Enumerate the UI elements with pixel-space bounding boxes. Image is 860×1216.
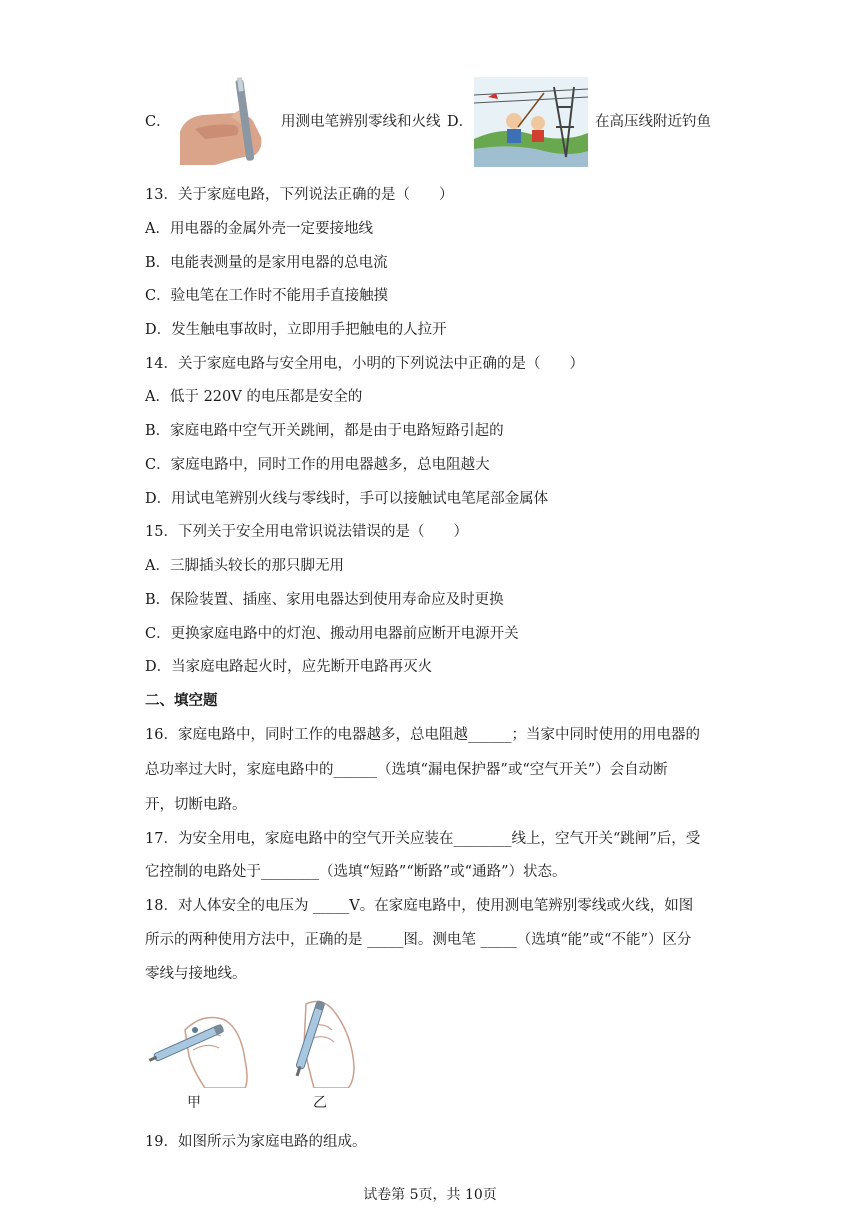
question-16-line-3: 开，切断电路。 <box>145 797 247 813</box>
question-18-line-1: 18．对人体安全的电压为 _____V。在家庭电路中，使用测电笔辨别零线或火线，如图 <box>145 898 694 914</box>
fishing-near-power-line-image <box>474 77 588 167</box>
question-15-option-c: C．更换家庭电路中的灯泡、搬动用电器前应断开电源开关 <box>145 626 519 642</box>
question-13-option-c: C．验电笔在工作时不能用手直接触摸 <box>145 288 389 304</box>
section-heading-fill-in: 二、填空题 <box>145 693 218 709</box>
page-footer: 试卷第 5页，共 10页 <box>363 1187 497 1203</box>
question-14-option-a: A．低于 220V 的电压都是安全的 <box>145 389 363 405</box>
option-c-label: C． <box>145 114 171 130</box>
question-17-line-1: 17．为安全用电，家庭电路中的空气开关应装在________线上，空气开关“跳闸”后，受 <box>145 831 701 847</box>
question-16-line-1: 16．家庭电路中，同时工作的电器越多，总电阻越______；当家中同时使用的用电器的 <box>145 727 700 743</box>
test-pen-grip-yi-image <box>280 996 358 1088</box>
figure-caption-jia: 甲 <box>187 1095 201 1111</box>
question-17-line-2: 它控制的电路处于________（选填“短路”“断路”或“通路”）状态。 <box>145 864 567 880</box>
question-14-option-b: B．家庭电路中空气开关跳闸，都是由于电路短路引起的 <box>145 423 504 439</box>
option-d-text: 在高压线附近钓鱼 <box>595 114 711 130</box>
test-pen-grip-jia-image <box>145 1000 253 1088</box>
figure-caption-yi: 乙 <box>313 1095 327 1111</box>
question-18-line-2: 所示的两种使用方法中，正确的是 _____图。测电笔 _____（选填“能”或“不能”）区分 <box>145 932 692 948</box>
question-14-option-d: D．用试电笔辨别火线与零线时，手可以接触试电笔尾部金属体 <box>145 491 549 507</box>
question-14-stem: 14．关于家庭电路与安全用电，小明的下列说法中正确的是（ ） <box>145 356 584 372</box>
question-14-option-c: C．家庭电路中，同时工作的用电器越多，总电阻越大 <box>145 457 490 473</box>
question-19-line-1: 19．如图所示为家庭电路的组成。 <box>145 1134 367 1150</box>
question-13-stem: 13．关于家庭电路，下列说法正确的是（ ） <box>145 187 454 203</box>
question-16-line-2: 总功率过大时，家庭电路中的______（选填“漏电保护器”或“空气开关”）会自动断 <box>145 762 668 778</box>
question-13-option-b: B．电能表测量的是家用电器的总电流 <box>145 255 388 271</box>
question-15-option-d: D．当家庭电路起火时，应先断开电路再灭火 <box>145 659 433 675</box>
option-c-text: 用测电笔辨别零线和火线 <box>281 114 441 130</box>
question-15-option-a: A．三脚插头较长的那只脚无用 <box>145 558 344 574</box>
question-18-line-3: 零线与接地线。 <box>145 966 247 982</box>
question-13-option-a: A．用电器的金属外壳一定要接地线 <box>145 221 373 237</box>
question-15-option-b: B．保险装置、插座、家用电器达到使用寿命应及时更换 <box>145 592 504 608</box>
question-13-option-d: D．发生触电事故时，立即用手把触电的人拉开 <box>145 322 447 338</box>
option-d-label: D． <box>447 114 474 130</box>
test-pen-hand-image <box>175 77 267 165</box>
question-15-stem: 15．下列关于安全用电常识说法错误的是（ ） <box>145 524 468 540</box>
